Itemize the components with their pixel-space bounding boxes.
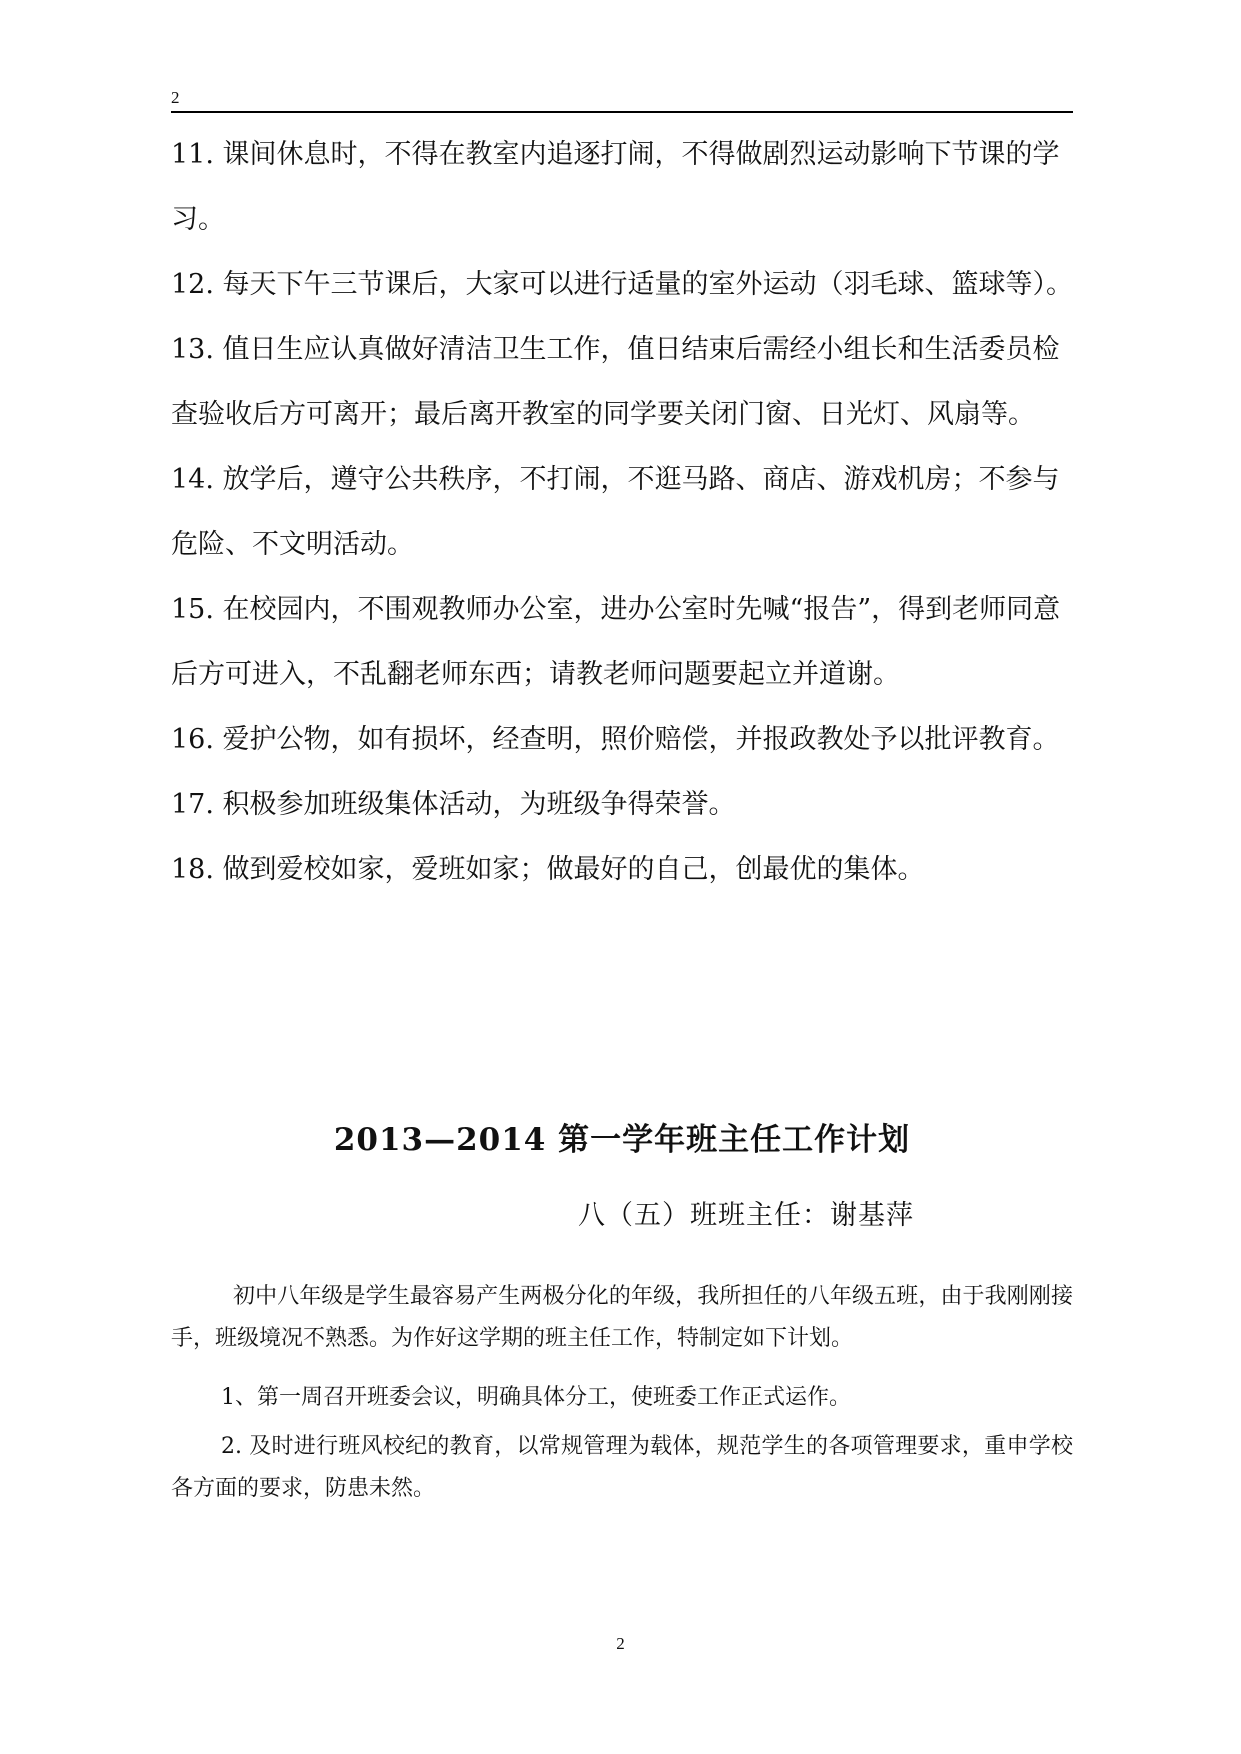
header-divider xyxy=(171,111,1073,113)
rule-12: 12. 每天下午三节课后，大家可以进行适量的室外运动（羽毛球、篮球等）。 xyxy=(171,269,1074,300)
rule-11: 11. 课间休息时，不得在教室内追逐打闹，不得做剧烈运动影响下节课的学习。 xyxy=(171,139,1060,235)
plan-item-2: 2. 及时进行班风校纪的教育，以常规管理为载体，规范学生的各项管理要求，重申学校各方面的要求，防患未然。 xyxy=(171,1434,1073,1501)
rule-13: 13. 值日生应认真做好清洁卫生工作，值日结束后需经小组长和生活委员检查验收后方可离开；最后离开教室的同学要关闭门窗、日光灯、风扇等。 xyxy=(171,334,1060,430)
class-rules-list xyxy=(171,122,1076,902)
plan-intro-paragraph: 初中八年级是学生最容易产生两极分化的年级，我所担任的八年级五班，由于我刚刚接手，班级境况不熟悉。为作好这学期的班主任工作，特制定如下计划。 xyxy=(171,1284,1073,1351)
rule-14: 14. 放学后，遵守公共秩序，不打闹，不逛马路、商店、游戏机房；不参与危险、不文明活动。 xyxy=(171,464,1060,560)
footer-page-number: 2 xyxy=(616,1634,625,1653)
rule-15: 15. 在校园内，不围观教师办公室，进办公室时先喊“报告”，得到老师同意后方可进入，不乱翻老师东西；请教老师问题要起立并道谢。 xyxy=(171,594,1061,690)
plan-item-1: 1、第一周召开班委会议，明确具体分工，使班委工作正式运作。 xyxy=(221,1385,851,1410)
plan-byline: 八（五）班班主任：谢基萍 xyxy=(578,1200,914,1231)
header-page-number: 2 xyxy=(171,88,180,107)
rule-18: 18. 做到爱校如家，爱班如家；做最好的自己，创最优的集体。 xyxy=(171,854,925,885)
rule-17: 17. 积极参加班级集体活动，为班级争得荣誉。 xyxy=(171,789,736,820)
rule-16: 16. 爱护公物，如有损坏，经查明，照价赔偿，并报政教处予以批评教育。 xyxy=(171,724,1060,755)
plan-title: 2013—2014 第一学年班主任工作计划 xyxy=(333,1122,911,1158)
